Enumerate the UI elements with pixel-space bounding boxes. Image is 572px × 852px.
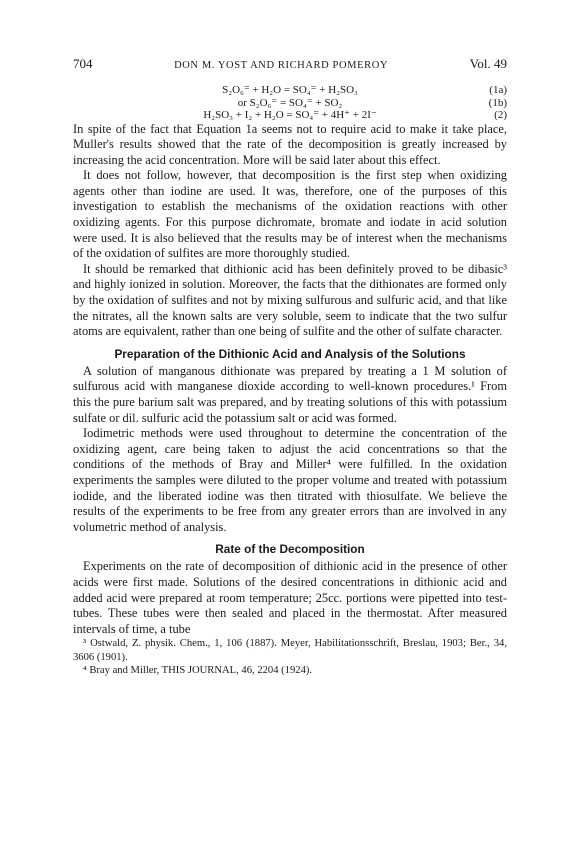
body-paragraph: In spite of the fact that Equation 1a seems not to require acid to make it take place, Muller's results showed that the rate of the decomposition is greatly increased by increasing the acid concentration. More will be said later about this effect. — [73, 121, 507, 167]
equation-row — [73, 84, 507, 97]
equation-1a: S₂O₆⁼ + H₂O = SO₄⁼ + H₂SO₃ — [222, 84, 358, 96]
running-header — [73, 56, 507, 80]
section-heading: Preparation of the Dithionic Acid and Analysis of the Solutions — [114, 346, 466, 361]
equation-1b: or S₂O₆⁼ = SO₄⁼ + SO₂ — [237, 96, 343, 109]
body-paragraph: Iodimetric methods were used throughout to determine the concentration of the oxidizing agent, care being taken to adjust the acid concentrations so that the conditions of the methods of Bray and Miller⁴ were fulfilled. In the oxidation experiments the samples were diluted to the proper volume and treated with potassium iodide, and the liberated iodine was then titrated with thiosulfate. We believe the results of the experiments to be free from any greater errors than are involved in any volumetric method of analysis. — [73, 426, 507, 534]
equation-number: (1b) — [488, 96, 507, 109]
footnote: ⁴ Bray and Miller, THIS JOURNAL, 46, 2204 (1924). — [83, 664, 313, 676]
equation-2: H₂SO₃ + I₂ + H₂O = SO₄⁼ + 4H⁺ + 2I⁻ — [203, 109, 377, 121]
equation-block — [73, 84, 507, 122]
body-paragraph: A solution of manganous dithionate was prepared by treating a 1 M solution of sulfurous acid with manganese dioxide according to well-known procedures.¹ From this the pure barium salt was prepared, and by treating solutions of this with potassium sulfate or dil. sulfuric acid the potassium salt or acid was formed. — [73, 363, 507, 425]
equation-row — [73, 97, 507, 110]
page-number: 704 — [73, 56, 93, 71]
running-authors: DON M. YOST AND RICHARD POMEROY — [174, 60, 389, 71]
body-paragraph: Experiments on the rate of decomposition of dithionic acid in the presence of other acids were first made. Solutions of the desired concentrations in dithionic acid and added acid were prepared at room temperature; 25cc. portions were pipetted into test-tubes. These tubes were then sealed and placed in the thermostat. After measured intervals of time, a tube — [73, 559, 507, 636]
footnote: ³ Ostwald, Z. physik. Chem., 1, 106 (1887). Meyer, Habilitationsschrift, Breslau, 1903; Ber., 34, 3606 (1901). — [73, 638, 507, 663]
equation-row — [73, 109, 507, 122]
equation-number: (2) — [494, 109, 507, 121]
journal-page — [73, 56, 507, 677]
footnotes — [73, 637, 507, 677]
body-paragraph: It does not follow, however, that decomposition is the first step when oxidizing agents other than iodine are used. It was, therefore, one of the purposes of this investigation to establish the mechanisms of the oxidation reactions with other oxidizing agents. For this purpose dichromate, bromate and iodate in acid solution were used. It is also believed that the results may be of interest when the mechanisms of the oxidation of sulfites are more thoroughly studied. — [73, 168, 507, 261]
body-paragraph: It should be remarked that dithionic acid has been definitely proved to be dibasic³ and highly ionized in solution. Moreover, the facts that the dithionates are formed only by the oxidation of sulfites and not by mixing sulfurous and sulfuric acid, and that like the nitrates, all the known salts are very soluble, seem to indicate that the two sulfur atoms are equivalent, rather than one being of sulfite and the other of sulfate character. — [73, 261, 507, 339]
section-heading: Rate of the Decomposition — [215, 542, 365, 557]
equation-number: (1a) — [489, 84, 507, 96]
volume-label: Vol. 49 — [469, 56, 507, 71]
